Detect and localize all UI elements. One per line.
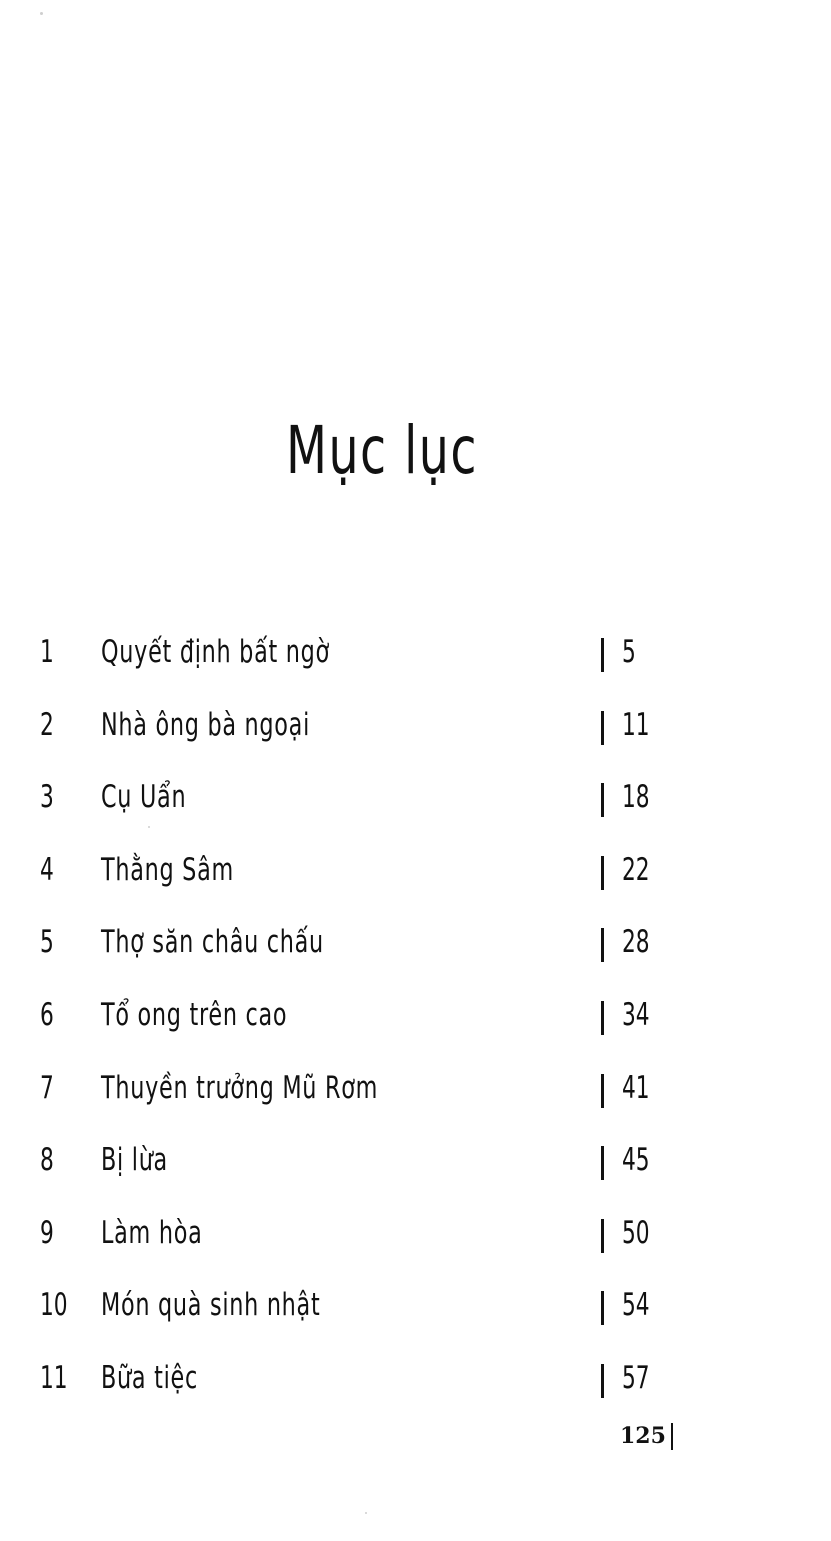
toc-entry-number: 5 [40, 924, 54, 961]
toc-entry-title: Quyết định bất ngờ [101, 634, 330, 670]
toc-entry-page: 57 [622, 1359, 650, 1396]
toc-entry-number: 6 [40, 996, 54, 1033]
toc-entry [0, 1058, 831, 1131]
toc-entry [0, 1130, 831, 1203]
toc-entry-title: Làm hòa [101, 1214, 203, 1251]
toc-entry [0, 695, 831, 768]
toc-entry-title: Cụ Uẩn [101, 779, 187, 816]
toc-entry-number: 10 [40, 1287, 68, 1324]
toc-entry-page: 54 [622, 1287, 650, 1324]
toc-entry-page: 11 [622, 706, 650, 743]
table-of-contents [0, 622, 831, 1421]
toc-separator [601, 783, 604, 817]
toc-entry-page: 22 [622, 851, 650, 888]
toc-separator [601, 1219, 604, 1253]
toc-entry-page: 34 [622, 996, 650, 1033]
toc-separator [601, 1001, 604, 1035]
toc-entry-page: 28 [622, 924, 650, 961]
toc-entry-title: Thuyền trưởng Mũ Rơm [101, 1069, 379, 1106]
toc-separator [601, 1146, 604, 1180]
toc-entry-title: Món quà sinh nhật [101, 1287, 321, 1324]
toc-entry-number: 8 [40, 1142, 54, 1179]
toc-entry-page: 45 [622, 1142, 650, 1179]
page-number-bar [671, 1423, 673, 1450]
page-title: Mục lục [286, 412, 478, 489]
toc-separator [601, 1364, 604, 1398]
toc-entry [0, 840, 831, 913]
toc-entry-page: 41 [622, 1069, 650, 1106]
toc-entry-number: 1 [40, 634, 54, 670]
toc-entry [0, 767, 831, 840]
toc-entry [0, 1203, 831, 1276]
toc-entry-page: 5 [622, 634, 636, 670]
toc-entry [0, 622, 831, 695]
toc-entry [0, 912, 831, 985]
toc-entry-title: Bữa tiệc [101, 1359, 198, 1396]
toc-separator [601, 928, 604, 962]
toc-entry-number: 2 [40, 706, 54, 743]
toc-entry-title: Bị lừa [101, 1142, 168, 1179]
toc-separator [601, 638, 604, 672]
scan-speck [40, 12, 43, 15]
toc-entry [0, 985, 831, 1058]
toc-entry-title: Tổ ong trên cao [101, 996, 288, 1033]
toc-entry-title: Nhà ông bà ngoại [101, 706, 310, 743]
toc-separator [601, 1291, 604, 1325]
toc-entry-title: Thằng Sâm [101, 851, 234, 888]
page-number: 125 [620, 1423, 666, 1449]
toc-entry-number: 7 [40, 1069, 54, 1106]
toc-entry-number: 4 [40, 851, 54, 888]
toc-entry-page: 50 [622, 1214, 650, 1251]
toc-separator [601, 711, 604, 745]
toc-entry [0, 1348, 831, 1421]
toc-entry-number: 9 [40, 1214, 54, 1251]
toc-entry-page: 18 [622, 779, 650, 816]
toc-entry-number: 3 [40, 779, 54, 816]
toc-entry [0, 1275, 831, 1348]
toc-separator [601, 1074, 604, 1108]
toc-separator [601, 856, 604, 890]
scan-speck [365, 1512, 367, 1514]
toc-entry-title: Thợ săn châu chấu [101, 924, 324, 961]
toc-entry-number: 11 [40, 1359, 68, 1396]
